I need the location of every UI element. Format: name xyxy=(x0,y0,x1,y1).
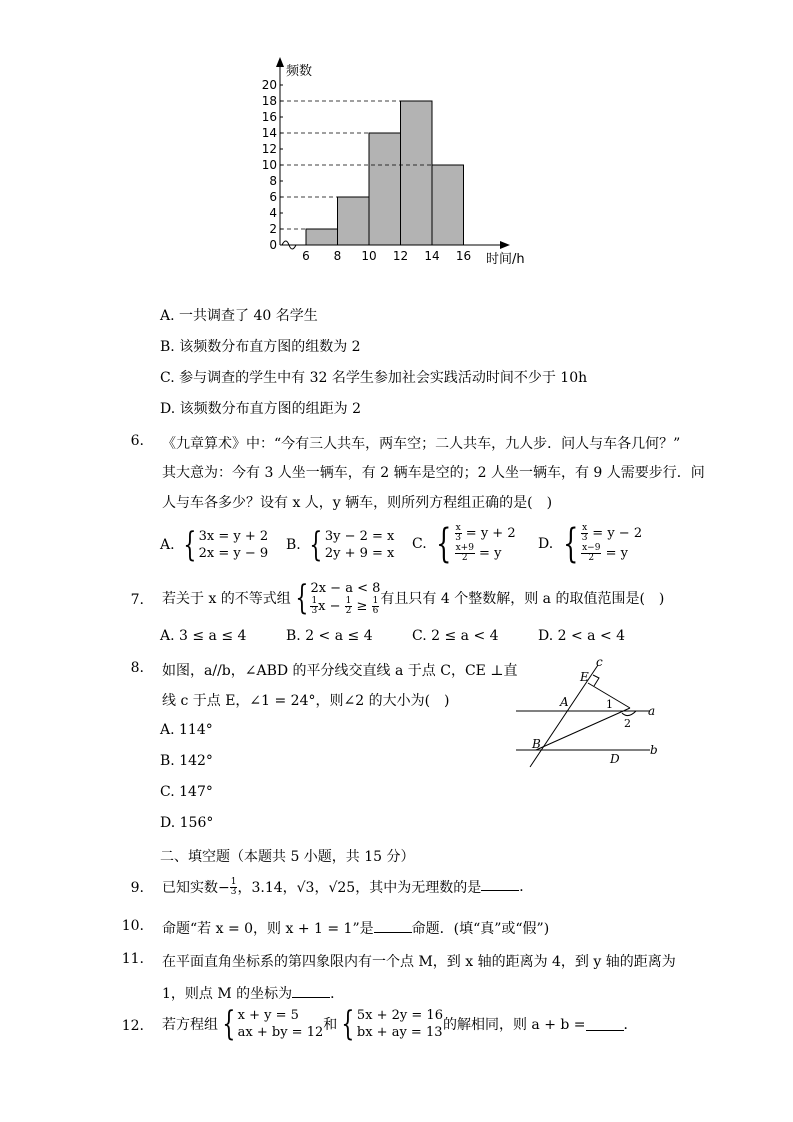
y-tick-label: 16 xyxy=(261,110,277,124)
q12-number: 12. xyxy=(121,1018,144,1034)
q6-number: 6. xyxy=(130,433,144,449)
histogram-bar xyxy=(369,133,401,245)
label-a-point: A xyxy=(560,695,569,709)
angle-2-arc xyxy=(622,711,636,716)
x-tick-label: 12 xyxy=(392,249,409,263)
q6-line-2: 其大意为：今有 3 人坐一辆车，有 2 辆车是空的；2 人坐一辆车，有 9 人需要步行．问 xyxy=(162,465,705,481)
y-tick-label: 10 xyxy=(261,158,277,172)
q10-number: 10. xyxy=(121,918,144,934)
q8-option-a: A. 114° xyxy=(160,722,213,738)
label-e: E xyxy=(580,670,589,684)
histogram-bar xyxy=(401,101,433,245)
y-axis-label: 频数 xyxy=(286,64,313,79)
q8-option-d: D. 156° xyxy=(160,815,214,831)
bisector-bc xyxy=(536,708,630,750)
q11-number: 11. xyxy=(121,951,144,967)
y-axis-arrow xyxy=(276,57,284,67)
q7-stem: 若关于 x 的不等式组 { 2x − a < 8 $\frac{1}{3}$ x − $\frac{1}{2}$ ≥ $\frac{1}{6}$ 有且只有 4 个整数解，则 a 的取值范围是( ) xyxy=(162,578,665,618)
q7-option-a: A. 3 ≤ a ≤ 4 xyxy=(160,628,247,644)
y-tick-label: 8 xyxy=(269,174,277,188)
q11-line-2: 1，则点 M 的坐标为 ． xyxy=(162,986,345,1002)
y-tick-label: 4 xyxy=(269,206,277,220)
x-tick-label: 14 xyxy=(424,249,440,263)
q7-option-d: D. 2 < a < 4 xyxy=(538,628,626,644)
histogram-bar xyxy=(432,165,464,245)
label-b-point: B xyxy=(532,737,541,751)
q11-line-1: 在平面直角坐标系的第四象限内有一个点 M，到 x 轴的距离为 4，到 y 轴的距离为 xyxy=(162,954,676,970)
label-angle-2: 2 xyxy=(624,717,631,730)
q8-line-1: 如图，a//b，∠ABD 的平分线交直线 a 于点 C，CE ⊥直 xyxy=(162,663,518,679)
q7-option-b: B. 2 < a ≤ 4 xyxy=(286,628,373,644)
q6-line-1: 《九章算术》中：“今有三人共车，两车空；二人共车，九人步．问人与车各几何？” xyxy=(162,436,681,452)
q5-option-a: A. 一共调查了 40 名学生 xyxy=(160,308,318,324)
q5-option-b: B. 该频数分布直方图的组数为 2 xyxy=(160,339,361,355)
histogram-bar xyxy=(338,197,370,245)
x-tick-label: 16 xyxy=(455,249,472,263)
q10-stem: 命题“若 x = 0，则 x + 1 = 1”是 命题．(填“真”或“假”) xyxy=(162,921,550,937)
q8-geometry-figure xyxy=(510,655,670,770)
x-axis-arrow xyxy=(500,241,510,249)
x-axis-label: 时间/h xyxy=(486,252,525,267)
q9-answer-blank[interactable] xyxy=(481,878,519,891)
right-angle-mark xyxy=(593,675,599,686)
q6-option-b: B. { 3y − 2 = x 2y + 9 = x xyxy=(286,525,395,565)
x-tick-label: 8 xyxy=(333,249,342,263)
q10-answer-blank[interactable] xyxy=(374,920,412,933)
q8-option-b: B. 142° xyxy=(160,753,213,769)
q12-answer-blank[interactable] xyxy=(586,1018,624,1031)
q6-option-d: D. { $\frac{x}{3}$ = y − 2 $\frac{x-9}{2}$ = y xyxy=(538,521,643,567)
q5-option-c: C. 参与调查的学生中有 32 名学生参加社会实践活动时间不少于 10h xyxy=(160,370,588,386)
label-c: c xyxy=(596,655,603,669)
y-tick-label: 6 xyxy=(269,190,277,204)
q9-stem: 已知实数− $\frac{1}{3}$ ，3.14，√3，√25，其中为无理数的是 ． xyxy=(162,876,534,897)
q6-line-3: 人与车各多少？设有 x 人，y 辆车，则所列方程组正确的是( ) xyxy=(162,495,553,511)
x-tick-label: 6 xyxy=(302,249,310,263)
y-tick-label: 20 xyxy=(261,78,277,92)
label-d-point: D xyxy=(610,752,620,766)
y-tick-label: 2 xyxy=(269,222,277,236)
q6-option-a: A. { 3x = y + 2 2x = y − 9 xyxy=(160,525,269,565)
label-line-a: a xyxy=(648,704,656,718)
q8-number: 8. xyxy=(130,660,144,676)
q12-stem: 若方程组 { x + y = 5 ax + by = 12和 { 5x + 2y = 16 bx + ay = 13的解相同，则 a + b = ． xyxy=(162,1004,638,1044)
section-2-heading: 二、填空题（本题共 5 小题，共 15 分） xyxy=(160,849,415,865)
frequency-histogram xyxy=(260,55,550,270)
y-tick-label: 14 xyxy=(261,126,277,140)
y-tick-label: 0 xyxy=(269,238,277,252)
label-angle-1: 1 xyxy=(606,698,613,711)
y-tick-label: 18 xyxy=(261,94,277,108)
q5-option-d: D. 该频数分布直方图的组距为 2 xyxy=(160,401,361,417)
q11-answer-blank[interactable] xyxy=(292,985,330,998)
x-tick-label: 10 xyxy=(361,249,377,263)
histogram-bar xyxy=(306,229,338,245)
label-line-b: b xyxy=(650,743,658,757)
q6-option-c: C. { $\frac{x}{3}$ = y + 2 $\frac{x+9}{2}$ = y xyxy=(412,521,516,567)
q7-option-c: C. 2 ≤ a < 4 xyxy=(412,628,499,644)
q9-number: 9. xyxy=(130,880,144,896)
q8-line-2: 线 c 于点 E，∠1 = 24°，则∠2 的大小为( ) xyxy=(162,693,450,709)
y-tick-label: 12 xyxy=(261,142,277,156)
q7-number: 7. xyxy=(130,592,144,608)
q8-option-c: C. 147° xyxy=(160,784,213,800)
